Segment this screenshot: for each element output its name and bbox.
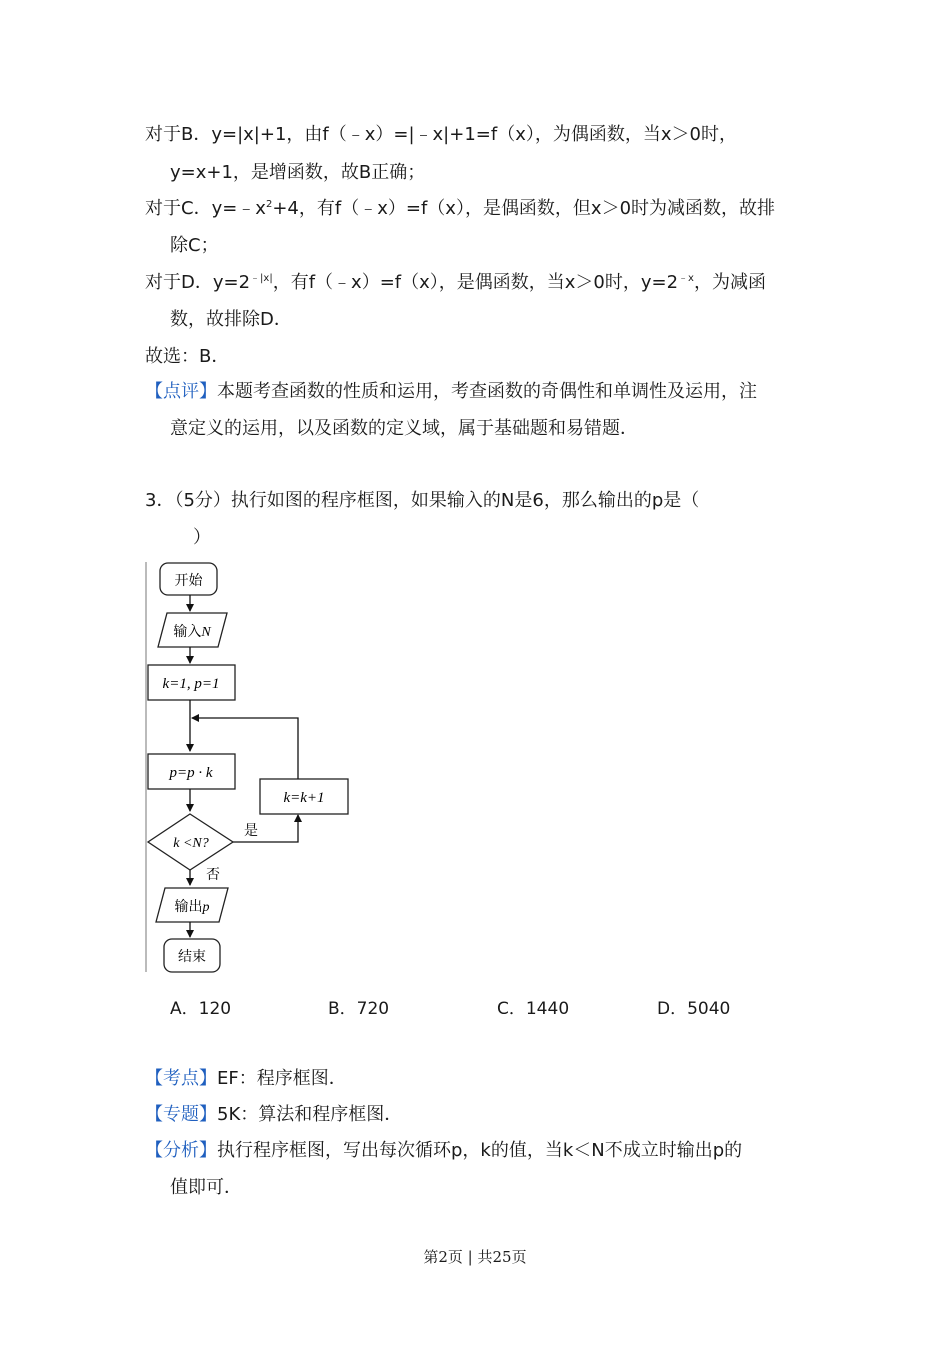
solution-line-c1 [145, 197, 775, 221]
solution-line-b1: 对于B．y=|x|+1，由f（﹣x）=|﹣x|+1=f（x），为偶函数，当x＞0时， [145, 124, 737, 145]
text-fragment: +4，有f（﹣x）=f（x），是偶函数，但x＞0时为减函数，故排 [272, 198, 776, 219]
input-label [173, 624, 211, 640]
input-prefix: 输入 [173, 624, 202, 640]
solution-answer: 故选：B． [145, 346, 230, 367]
text-fragment: 对于C．y=﹣x [145, 198, 266, 219]
solution-line-b2: y=x+1，是增函数，故B正确； [170, 162, 426, 183]
kaodian-text: EF：程序框图． [217, 1068, 347, 1089]
page-footer: 第2页 | 共25页 [423, 1248, 527, 1266]
text-fragment: ，有f（﹣x）=f（x），是偶函数，当x＞0时，y=2 [272, 272, 679, 293]
option-d: D．5040 [657, 999, 731, 1019]
end-label: 结束 [178, 949, 206, 965]
output-prefix: 输出 [174, 899, 203, 915]
zhuanti-tag: 【专题】 [145, 1104, 217, 1125]
fenxi-line2: 值即可． [170, 1177, 242, 1198]
option-c: C．1440 [497, 999, 570, 1019]
init-label: k=1, p=1 [162, 676, 220, 692]
comment-text: 本题考查函数的性质和运用，考查函数的奇偶性和单调性及运用，注 [217, 381, 757, 402]
start-label: 开始 [174, 573, 203, 589]
solution-line-c2: 除C； [170, 235, 219, 256]
zhuanti-line [145, 1103, 402, 1127]
comment-line2: 意定义的运用，以及函数的定义域，属于基础题和易错题． [170, 418, 638, 439]
flowchart [140, 556, 360, 976]
output-var: p [202, 900, 210, 915]
increment-label: k=k+1 [283, 790, 325, 806]
input-var: N [201, 625, 211, 640]
kaodian-tag: 【考点】 [145, 1068, 217, 1089]
kaodian-line [145, 1067, 347, 1091]
text-fragment: 对于D．y=2 [145, 272, 251, 293]
option-b: B．720 [328, 999, 390, 1019]
decision-label: k <N? [173, 836, 209, 851]
fenxi-tag: 【分析】 [145, 1140, 217, 1161]
output-label [175, 899, 210, 915]
zhuanti-text: 5K：算法和程序框图． [217, 1104, 403, 1125]
question-line1: 3．（5分）执行如图的程序框图，如果输入的N是6，那么输出的p是（ [145, 490, 700, 511]
comment-line1 [145, 380, 757, 404]
fenxi-text: 执行程序框图，写出每次循环p，k的值，当k＜N不成立时输出p的 [217, 1140, 743, 1161]
solution-line-d2: 数，故排除D． [170, 309, 292, 330]
superscript: ﹣|x| [250, 273, 273, 284]
question-line2: ） [193, 527, 211, 548]
superscript: 2 [265, 199, 273, 210]
no-label: 否 [206, 867, 220, 883]
solution-line-d1 [145, 271, 766, 295]
process-label: p=p · k [169, 765, 213, 781]
yes-label: 是 [244, 823, 258, 839]
yes-arrow [233, 815, 298, 842]
text-fragment: ，为减函 [693, 272, 766, 293]
option-a: A．120 [170, 999, 232, 1019]
fenxi-line1 [145, 1139, 742, 1163]
comment-tag: 【点评】 [145, 381, 217, 402]
superscript: ﹣x [678, 273, 694, 284]
